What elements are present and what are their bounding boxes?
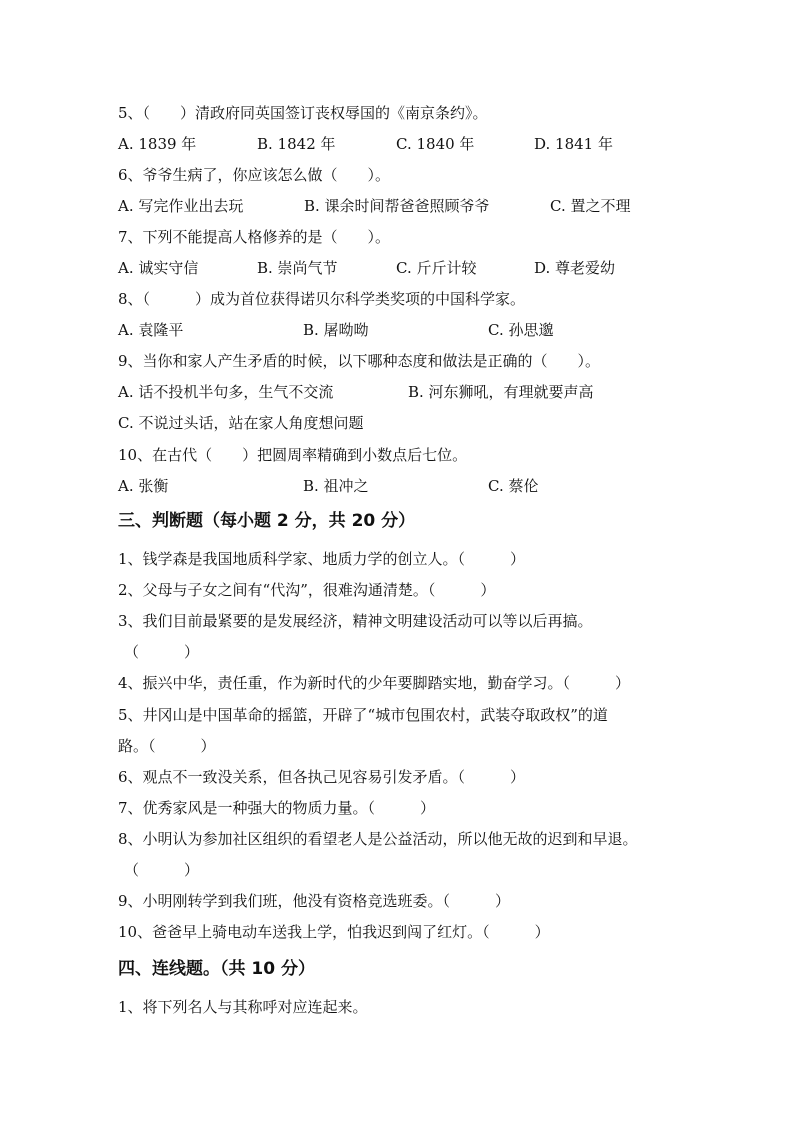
question-6-stem: 6、爷爷生病了，你应该怎么做（ ）。 <box>118 166 391 184</box>
q7-option-c: C. 斤斤计较 <box>396 259 477 277</box>
tf-line-6: 6、观点不一致没关系，但各执己见容易引发矛盾。（ ） <box>118 768 526 786</box>
tf-line-7: 7、优秀家风是一种强大的物质力量。（ ） <box>118 799 436 817</box>
tf-line-3-blank: （ ） <box>124 643 200 661</box>
tf-line-8-blank: （ ） <box>124 861 200 879</box>
section-3-heading: 三、判断题（每小题 2 分，共 20 分） <box>118 511 416 531</box>
q9-option-a: A. 话不投机半句多，生气不交流 <box>118 383 334 401</box>
q9-option-c: C. 不说过头话，站在家人角度想问题 <box>118 414 364 432</box>
q10-option-a: A. 张衡 <box>118 477 169 495</box>
question-7-stem: 7、下列不能提高人格修养的是（ ）。 <box>118 228 391 246</box>
section-4-heading: 四、连线题。（共 10 分） <box>118 959 315 979</box>
question-5-stem: 5、（ ）清政府同英国签订丧权辱国的《南京条约》。 <box>118 104 488 122</box>
q8-option-c: C. 孙思邈 <box>488 321 554 339</box>
tf-line-4: 4、振兴中华，责任重，作为新时代的少年要脚踏实地，勤奋学习。（ ） <box>118 674 631 692</box>
question-10-stem: 10、在古代（ ）把圆周率精确到小数点后七位。 <box>118 446 468 464</box>
tf-line-5-cont: 路。（ ） <box>118 737 216 755</box>
tf-line-10: 10、爸爸早上骑电动车送我上学，怕我迟到闯了红灯。（ ） <box>118 923 550 941</box>
tf-line-2: 2、父母与子女之间有“代沟”，很难沟通清楚。（ ） <box>118 581 496 599</box>
q8-option-a: A. 袁隆平 <box>118 321 184 339</box>
question-8-stem: 8、（ ）成为首位获得诺贝尔科学类奖项的中国科学家。 <box>118 290 526 308</box>
q5-option-d: D. 1841 年 <box>534 135 613 153</box>
q6-option-c: C. 置之不理 <box>550 197 631 215</box>
q5-option-c: C. 1840 年 <box>396 135 475 153</box>
q6-option-b: B. 课余时间帮爸爸照顾爷爷 <box>304 197 490 215</box>
matching-instruction: 1、将下列名人与其称呼对应连起来。 <box>118 998 368 1016</box>
q5-option-b: B. 1842 年 <box>257 135 336 153</box>
tf-line-3: 3、我们目前最紧要的是发展经济，精神文明建设活动可以等以后再搞。 <box>118 612 593 630</box>
q9-option-b: B. 河东狮吼，有理就要声高 <box>408 383 594 401</box>
q10-option-c: C. 蔡伦 <box>488 477 539 495</box>
q7-option-d: D. 尊老爱幼 <box>534 259 616 277</box>
q8-option-b: B. 屠呦呦 <box>303 321 369 339</box>
tf-line-1: 1、钱学森是我国地质科学家、地质力学的创立人。（ ） <box>118 550 526 568</box>
q10-option-b: B. 祖冲之 <box>303 477 369 495</box>
question-9-stem: 9、当你和家人产生矛盾的时候，以下哪种态度和做法是正确的（ ）。 <box>118 352 601 370</box>
q7-option-a: A. 诚实守信 <box>118 259 199 277</box>
tf-line-5: 5、井冈山是中国革命的摇篮，开辟了“城市包围农村，武装夺取政权”的道 <box>118 706 608 724</box>
q5-option-a: A. 1839 年 <box>118 135 197 153</box>
tf-line-9: 9、小明刚转学到我们班，他没有资格竞选班委。（ ） <box>118 892 511 910</box>
tf-line-8: 8、小明认为参加社区组织的看望老人是公益活动，所以他无故的迟到和早退。 <box>118 830 638 848</box>
q6-option-a: A. 写完作业出去玩 <box>118 197 244 215</box>
q7-option-b: B. 崇尚气节 <box>257 259 338 277</box>
